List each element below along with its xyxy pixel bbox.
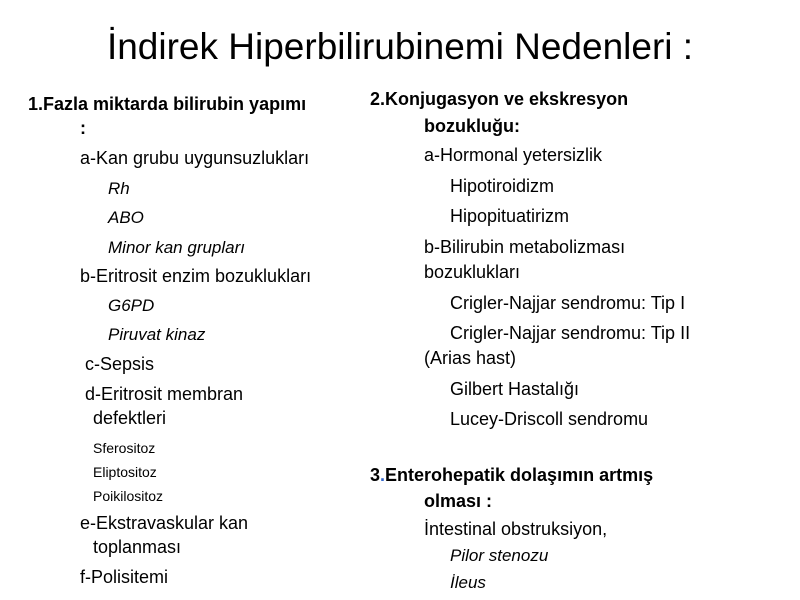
section3-number: 3 — [370, 465, 381, 485]
subitem-g6pd: G6PD — [108, 296, 155, 315]
item-d-membrane: d-Eritrosit membran — [85, 384, 244, 404]
subitem-crigler-tip2: Crigler-Najjar sendromu: Tip II — [450, 323, 691, 343]
item-f-polisitemi: f-Polisitemi — [80, 567, 169, 587]
subitem-pilor-stenozu: Pilor stenozu — [450, 546, 549, 565]
section3-heading — [370, 463, 653, 487]
item-b-enzyme: b-Eritrosit enzim bozuklukları — [80, 266, 312, 286]
subitem-eliptositoz: Eliptositoz — [93, 464, 157, 480]
item-e-extravascular: e-Ekstravaskular kan — [80, 513, 249, 533]
section2-heading: 2.Konjugasyon ve ekskresyon — [370, 89, 629, 109]
item-b-metabolism: b-Bilirubin metabolizması — [424, 237, 626, 257]
section3-heading-text: Enterohepatik dolaşımın artmış — [385, 465, 654, 485]
section2-heading-cont: bozukluğu: — [424, 116, 520, 136]
subitem-gilbert: Gilbert Hastalığı — [450, 379, 580, 399]
subitem-abo: ABO — [108, 208, 144, 227]
subitem-hipotiroidizm: Hipotiroidizm — [450, 176, 555, 196]
subitem-crigler-tip1: Crigler-Najjar sendromu: Tip I — [450, 293, 686, 313]
subitem-rh: Rh — [108, 179, 130, 198]
subitem-arias: (Arias hast) — [424, 348, 517, 368]
section1-heading: 1.Fazla miktarda bilirubin yapımı — [28, 94, 307, 114]
subitem-poikilositoz: Poikilositoz — [93, 488, 164, 504]
item-d-membrane-cont: defektleri — [93, 408, 167, 428]
item-intestinal: İntestinal obstruksiyon, — [424, 519, 608, 539]
subitem-hipopituatirizm: Hipopituatirizm — [450, 206, 570, 226]
item-a-hormonal: a-Hormonal yetersizlik — [424, 145, 603, 165]
item-e-extravascular-cont: toplanması — [93, 537, 182, 557]
subitem-lucey-driscoll: Lucey-Driscoll sendromu — [450, 409, 649, 429]
section3-dot: . — [380, 465, 386, 485]
slide-title: İndirek Hiperbilirubinemi Nedenleri : — [106, 26, 694, 67]
subitem-piruvat-kinaz: Piruvat kinaz — [108, 325, 206, 344]
item-c-sepsis: c-Sepsis — [85, 354, 155, 374]
item-b-metabolism-cont: bozuklukları — [424, 262, 521, 282]
subitem-ileus: İleus — [450, 573, 486, 592]
subitem-minor-groups: Minor kan grupları — [108, 238, 246, 257]
section3-heading-cont: olması : — [424, 491, 493, 511]
subitem-sferositoz: Sferositoz — [93, 440, 156, 456]
item-a-blood-group: a-Kan grubu uygunsuzlukları — [80, 148, 310, 168]
section1-heading-colon: : — [80, 118, 86, 138]
